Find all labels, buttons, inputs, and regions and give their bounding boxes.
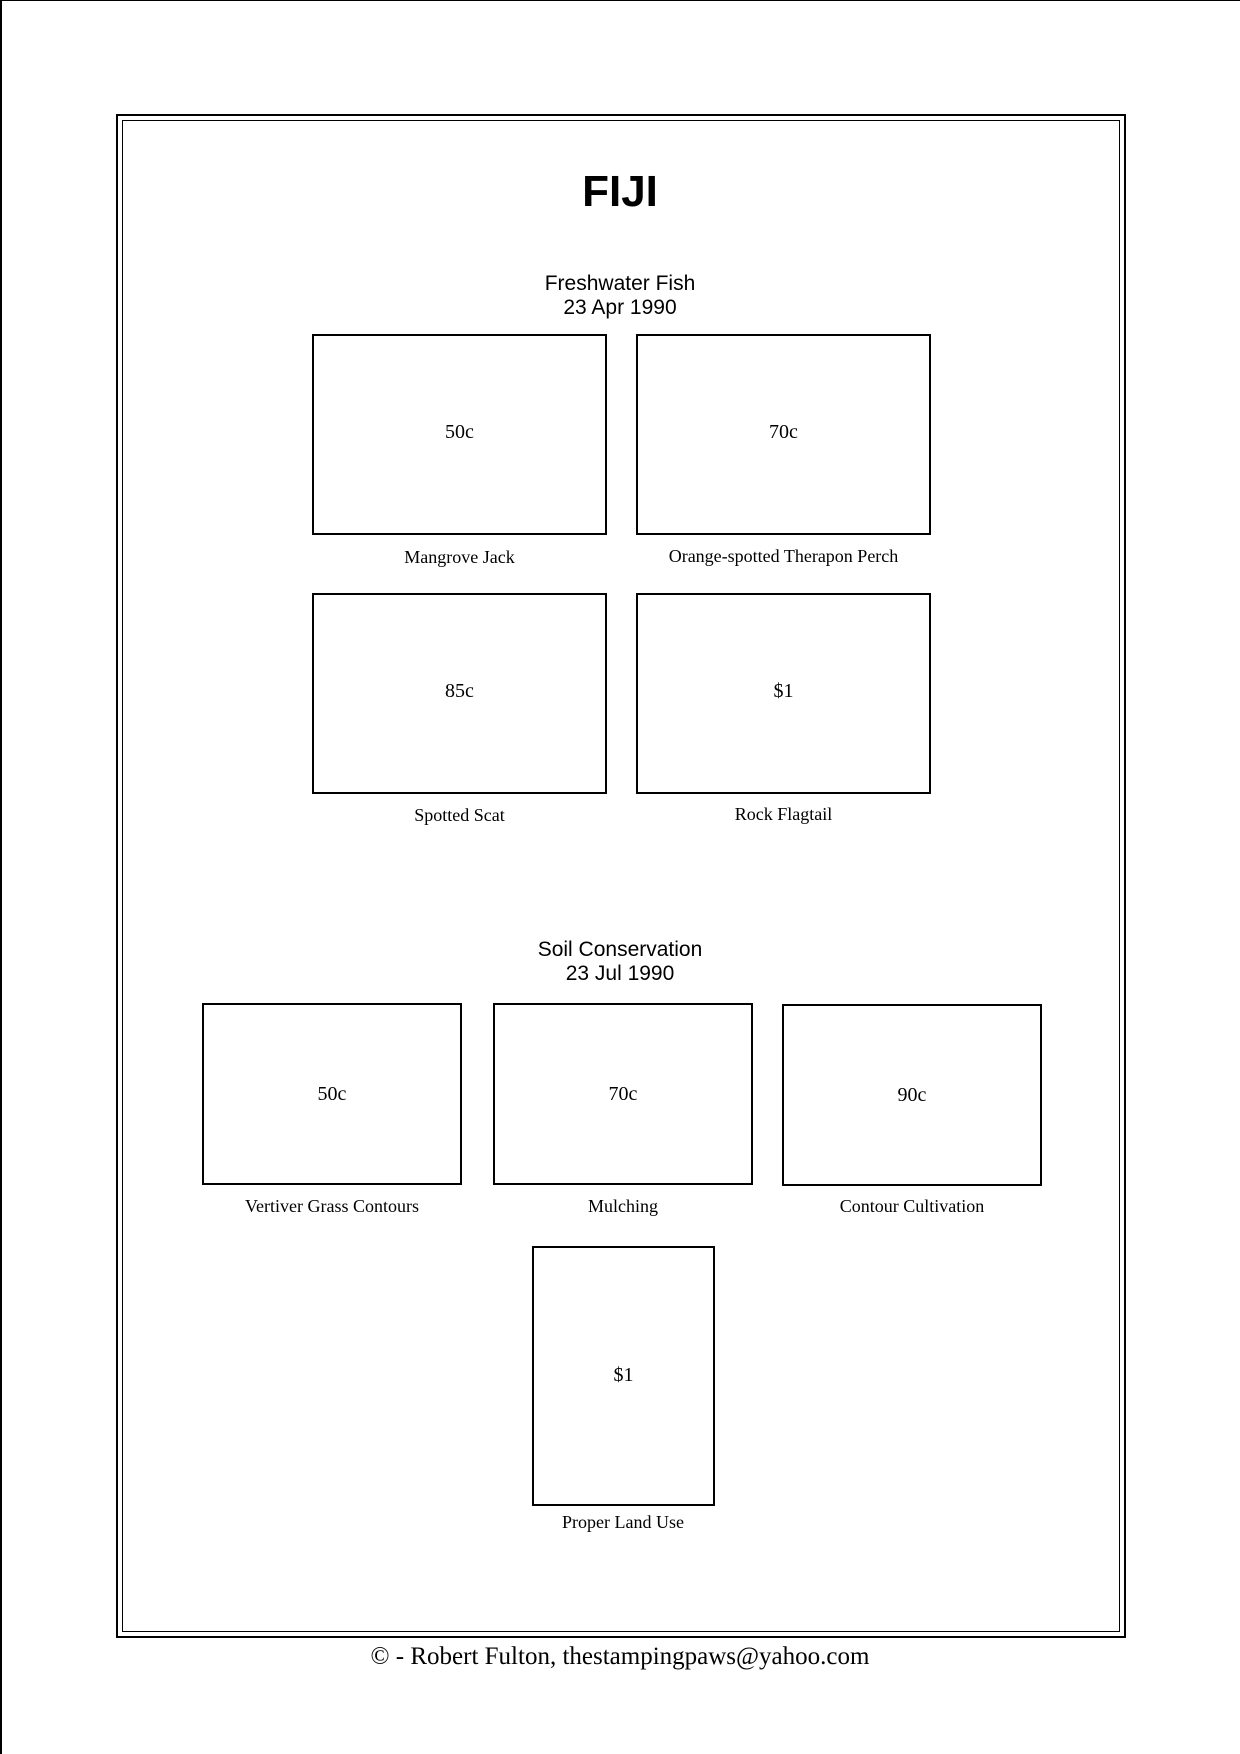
set-heading-soil-conservation [0,938,1240,986]
stamp-caption: Rock Flagtail [734,804,833,824]
stamp-denomination: 70c [769,421,798,443]
stamp-caption: Orange-spotted Therapon Perch [668,546,899,566]
stamp-box [493,1003,753,1185]
page-edge-left [0,0,2,1754]
stamp-denomination: 90c [897,1084,927,1106]
page-title: FIJI [582,167,658,216]
stamp-box [312,334,607,535]
stamp-box [312,593,607,794]
stamp-box [782,1004,1042,1186]
stamp-caption: Spotted Scat [414,805,505,825]
set-name: Soil Conservation [537,938,703,961]
stamp-denomination: $1 [613,1364,634,1386]
stamp-box [532,1246,715,1506]
stamp-denomination: 85c [445,680,474,702]
stamp-denomination: 50c [445,421,474,443]
stamp-box [636,334,931,535]
stamp-caption: Contour Cultivation [839,1196,985,1216]
set-name: Freshwater Fish [544,272,696,295]
stamp-denomination: $1 [773,680,794,702]
stamp-box [636,593,931,794]
stamp-caption: Mangrove Jack [404,547,515,567]
stamp-caption: Vertiver Grass Contours [245,1196,419,1216]
stamp-caption: Proper Land Use [562,1512,684,1532]
copyright-footer: © - Robert Fulton, thestampingpaws@yahoo.com [370,1643,870,1670]
set-heading-freshwater-fish [0,272,1240,320]
set-date: 23 Apr 1990 [563,296,677,319]
stamp-denomination: 70c [608,1083,638,1105]
page-edge-top [0,0,1240,1]
stamp-caption: Mulching [588,1196,658,1216]
stamp-box [202,1003,462,1185]
set-date: 23 Jul 1990 [565,962,675,985]
stamp-denomination: 50c [317,1083,347,1105]
